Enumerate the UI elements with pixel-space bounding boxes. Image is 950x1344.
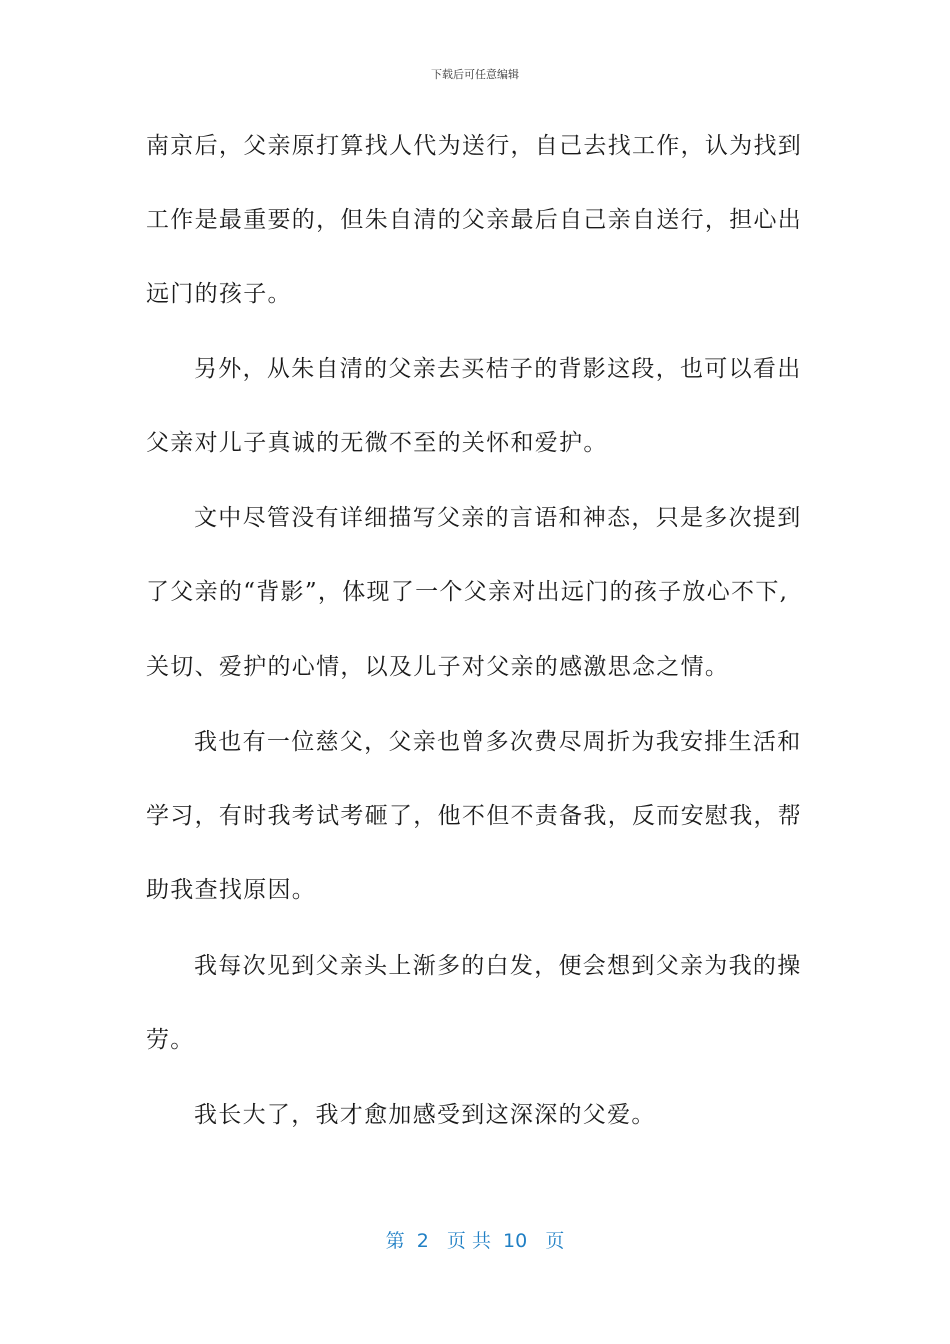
page-header: 下载后可任意编辑 xyxy=(431,68,519,81)
text-line: 父亲对儿子真诚的无微不至的关怀和爱护。 xyxy=(146,430,608,456)
text-line: 学习，有时我考试考砸了，他不但不责备我，反而安慰我，帮 xyxy=(146,803,803,829)
text-line: 另外，从朱自清的父亲去买桔子的背影这段，也可以看出 xyxy=(194,356,802,382)
text-line: 远门的孩子。 xyxy=(146,281,292,307)
text-line: 我长大了，我才愈加感受到这深深的父爱。 xyxy=(194,1102,656,1128)
text-line: 我也有一位慈父，父亲也曾多次费尽周折为我安排生活和 xyxy=(194,729,802,755)
text-line: 关切、爱护的心情，以及儿子对父亲的感激思念之情。 xyxy=(146,654,730,680)
text-line: 文中尽管没有详细描写父亲的言语和神态，只是多次提到 xyxy=(194,505,802,531)
page-number-footer: 第 2 页 共 10 页 xyxy=(385,1230,565,1252)
text-line: 我每次见到父亲头上渐多的白发，便会想到父亲为我的操 xyxy=(194,953,802,979)
text-line: 工作是最重要的，但朱自清的父亲最后自己亲自送行，担心出 xyxy=(146,207,803,233)
text-line: 助我查找原因。 xyxy=(146,877,317,903)
text-line: 劳。 xyxy=(146,1027,195,1053)
text-line: 南京后，父亲原打算找人代为送行，自己去找工作，认为找到 xyxy=(146,133,803,159)
text-line: 了父亲的“背影”，体现了一个父亲对出远门的孩子放心不下, xyxy=(146,579,789,605)
